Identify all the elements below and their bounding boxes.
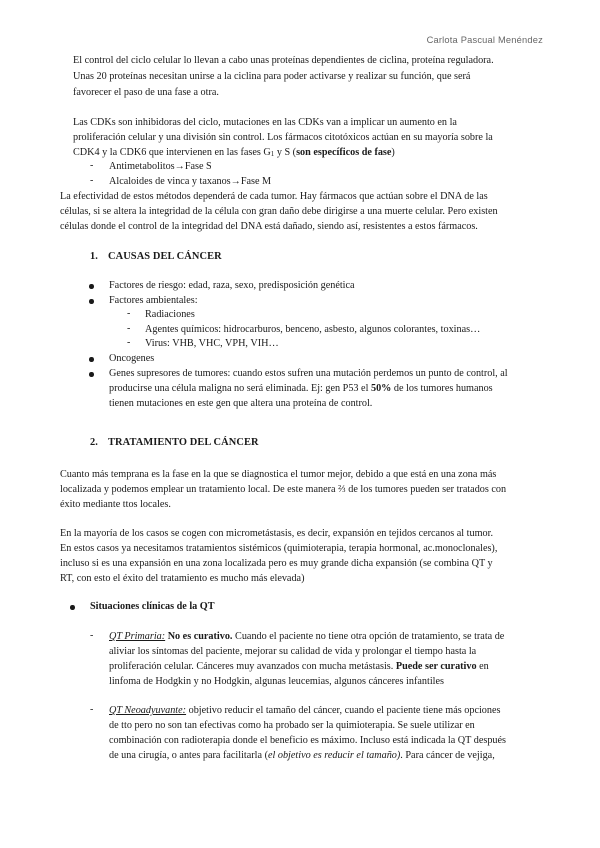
paragraph-line: incluso si es una expansión en una zona localizada pero es muy grande dicha expansión (se combina QT y <box>60 558 493 569</box>
bold-text: No es curativo. <box>167 631 233 642</box>
paragraph-line: linfoma de Hodgkin y no Hodgkin, algunas leucemias, algunos cánceres infantiles <box>109 676 444 687</box>
subscript: 1 <box>270 150 275 158</box>
paragraph-line: proliferación celular y una división sin control. Los fármacos citotóxicos actúan en su mayoría sobre la <box>73 132 493 143</box>
subsection-title: Situaciones clínicas de la QT <box>90 601 215 612</box>
dash-bullet: - <box>90 630 94 641</box>
bullet-dot <box>70 605 75 610</box>
paragraph-line <box>109 748 495 764</box>
paragraph-line: En la mayoría de los casos se cogen con micrometástasis, es decir, expansión en tejidos cercanos al tumor. <box>60 528 493 539</box>
text-run: objetivo reducir el tamaño del cáncer, cuando el paciente tiene más opciones <box>186 705 501 716</box>
paragraph-line <box>109 629 504 645</box>
text-run: ) <box>391 147 395 158</box>
paragraph-line: Cuanto más temprana es la fase en la que se diagnostica el tumor mejor, debido a que está en una zona más <box>60 469 497 480</box>
bold-text: Puede ser curativo <box>395 661 477 672</box>
bullet-dot <box>89 284 94 289</box>
section-number: 2. <box>90 437 98 448</box>
list-item-continued <box>109 381 493 397</box>
bullet-dot <box>89 299 94 304</box>
paragraph-line: Unas 20 proteínas necesitan unirse a la ciclina para poder activarse y realizar su función, que será <box>73 71 471 82</box>
section-title: TRATAMIENTO DEL CÁNCER <box>108 437 259 448</box>
paragraph-line: células donde el control de la integridad del DNA está dañado, siendo así, resistentes a estos fármacos. <box>60 221 478 232</box>
paragraph-line: RT, con esto el éxito del tratamiento es mucho más elevada) <box>60 573 305 584</box>
dash-bullet: - <box>90 160 94 171</box>
bold-text: 50% <box>370 383 392 394</box>
text-run: proliferación celular. Cánceres muy avanzados con mucha metástasis. <box>109 661 396 672</box>
list-item: Genes supresores de tumores: cuando estos sufren una mutación perdemos un punto de control, al <box>109 368 508 379</box>
list-item: Radiaciones <box>145 309 195 320</box>
text-run: de una cirugía, o antes para facilitarla ( <box>109 750 268 761</box>
text-run: en <box>476 661 489 672</box>
term-label: QT Primaria: <box>109 631 166 642</box>
list-item: Factores de riesgo: edad, raza, sexo, predisposición genética <box>109 280 355 291</box>
text-run: producirse una célula maligna no será eliminada. Ej: gen P53 el <box>109 383 371 394</box>
list-item: Virus: VHB, VHC, VPH, VIH… <box>145 338 279 349</box>
section-number: 1. <box>90 251 98 262</box>
author-name: Carlota Pascual Menéndez <box>426 35 543 45</box>
text-run: y S ( <box>274 147 297 158</box>
paragraph-line: Las CDKs son inhibidoras del ciclo, mutaciones en las CDKs van a implicar un aumento en la <box>73 117 457 128</box>
dash-bullet: - <box>90 704 94 715</box>
text-run: CDK4 y la CDK6 que intervienen en las fases G <box>73 147 271 158</box>
list-item: Agentes químicos: hidrocarburos, benceno, asbesto, algunos colorantes, toxinas… <box>145 324 481 335</box>
paragraph-line: favorecer el paso de una fase a otra. <box>73 87 219 98</box>
paragraph-line: localizada y podemos emplear un tratamiento local. De este manera ⅔ de los tumores pueden ser tratados con <box>60 484 507 495</box>
text-run: . Para cáncer de vejiga, <box>400 750 495 761</box>
list-item: Oncogenes <box>109 353 155 364</box>
section-title: CAUSAS DEL CÁNCER <box>108 251 222 262</box>
dash-bullet: - <box>127 308 131 319</box>
paragraph-line <box>109 703 500 719</box>
bold-text: son específicos de fase <box>296 147 392 158</box>
list-item-continued: tienen mutaciones en este gen que altera una proteína de control. <box>109 398 373 409</box>
paragraph-line: éxito mediante ttos locales. <box>60 499 171 510</box>
bullet-dot <box>89 372 94 377</box>
paragraph-line: de tto pero no son tan efectivas como ha probado ser la quimioterapia. Se suele utilizar en <box>109 720 475 731</box>
italic-text: el objetivo es reducir el tamaño) <box>267 750 401 761</box>
paragraph-line: aliviar los síntomas del paciente, mejorar su calidad de vida y prolongar el tiempo hasta la <box>109 646 477 657</box>
bullet-dot <box>89 357 94 362</box>
text-run: de los tumores humanos <box>391 383 493 394</box>
dash-bullet: - <box>90 175 94 186</box>
list-item: Alcaloides de vinca y taxanos→Fase M <box>109 176 272 187</box>
dash-bullet: - <box>127 337 131 348</box>
paragraph-line: La efectividad de estos métodos dependerá de cada tumor. Hay fármacos que actúan sobre el DNA de las <box>60 191 488 202</box>
list-item: Factores ambientales: <box>109 295 198 306</box>
list-item: Antimetabolitos→Fase S <box>109 161 212 172</box>
dash-bullet: - <box>127 323 131 334</box>
paragraph-line: El control del ciclo celular lo llevan a cabo unas proteínas dependientes de ciclina, proteína reguladora. <box>73 55 494 66</box>
term-label: QT Neoadyuvante: <box>109 705 187 716</box>
paragraph-line: combinación con radioterapia donde el beneficio es máximo. Incluso está indicada la QT después <box>109 735 506 746</box>
paragraph-line: En estos casos ya necesitamos tratamientos sistémicos (quimioterapia, terapia hormonal, ac.monoclonales), <box>60 543 498 554</box>
paragraph-line: células, si se altera la integridad de la célula con gran daño debe dirigirse a una muerte celular. Pero existen <box>60 206 498 217</box>
text-run: Cuando el paciente no tiene otra opción de tratamiento, se trata de <box>232 631 505 642</box>
paragraph-line <box>109 659 489 675</box>
